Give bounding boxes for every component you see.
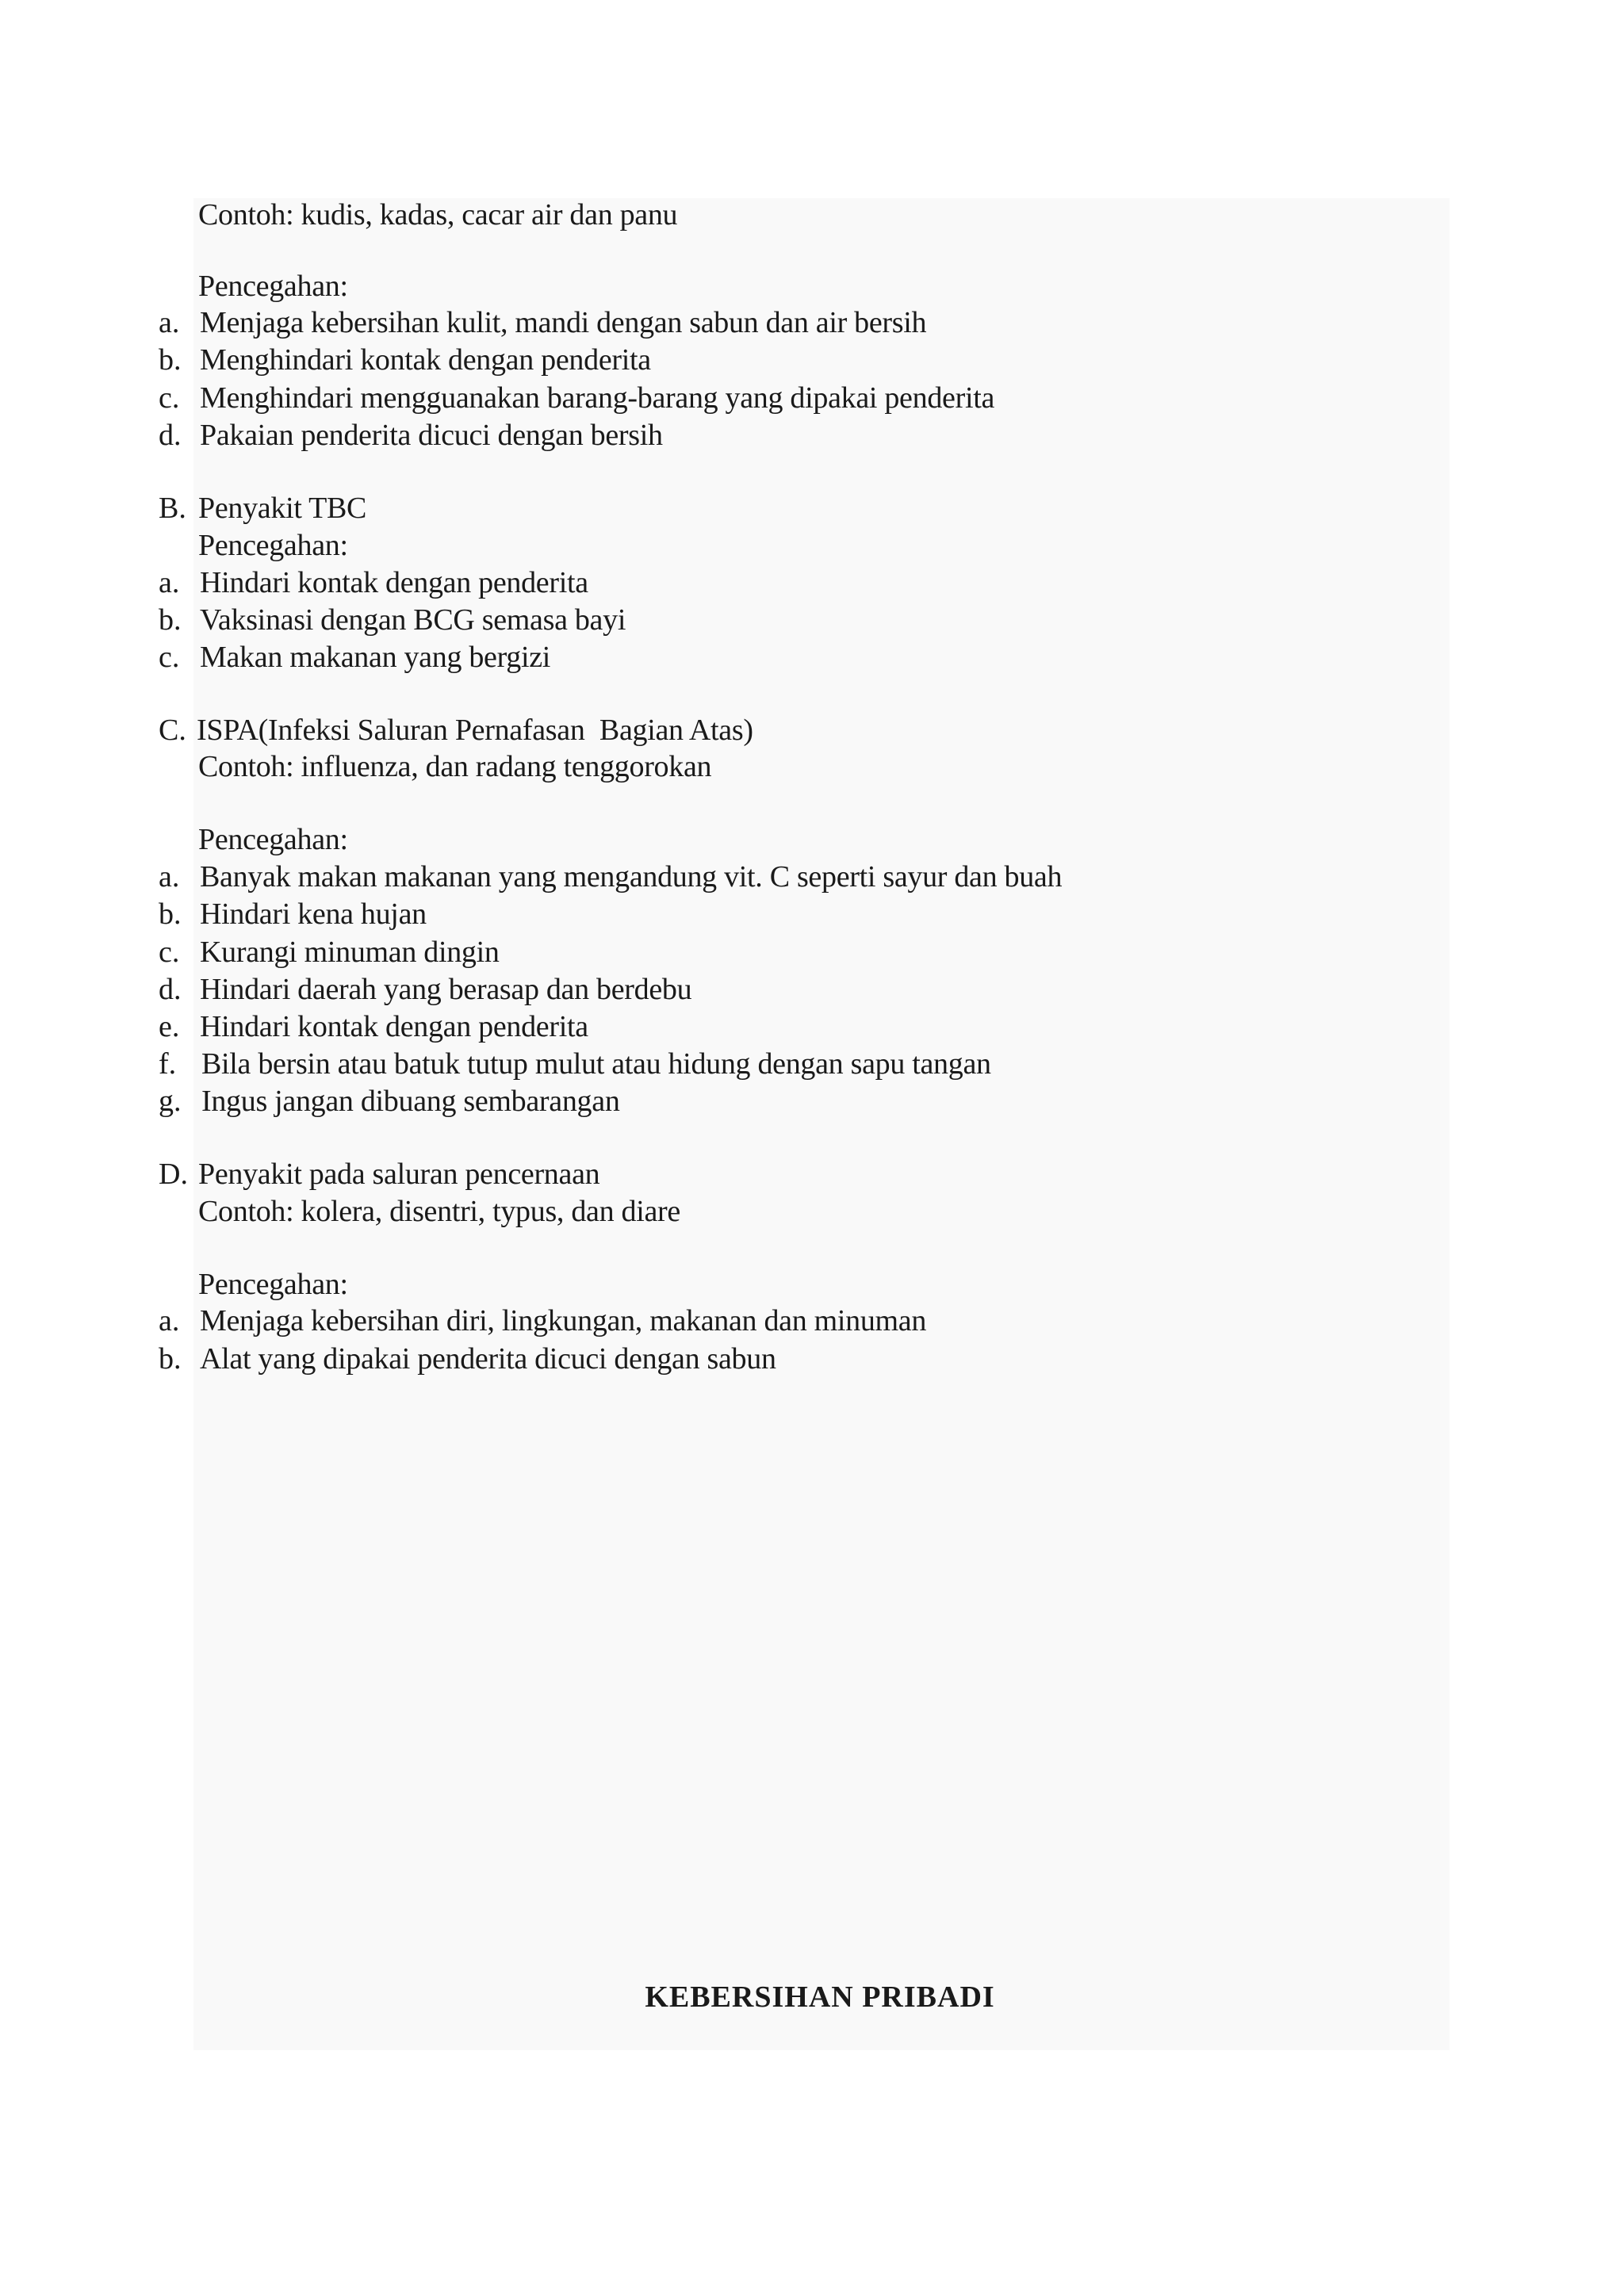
intro-item-text: Pakaian penderita dicuci dengan bersih <box>200 419 663 452</box>
section-b-title: Penyakit TBC <box>198 492 367 525</box>
section-b-item-marker: c. <box>159 641 180 674</box>
section-c-item-marker: g. <box>159 1085 182 1118</box>
intro-item-marker: a. <box>159 306 180 339</box>
section-d-item-text: Menjaga kebersihan diri, lingkungan, makanan dan minuman <box>200 1304 927 1337</box>
section-d-item-marker: a. <box>159 1304 180 1337</box>
section-d-title: Penyakit pada saluran pencernaan <box>198 1158 600 1191</box>
section-b-item-text: Vaksinasi dengan BCG semasa bayi <box>200 603 626 637</box>
section-c-item-text: Bila bersin atau batuk tutup mulut atau hidung dengan sapu tangan <box>201 1047 991 1081</box>
intro-prevention-heading: Pencegahan: <box>198 270 348 303</box>
section-c-item-text: Kurangi minuman dingin <box>200 936 500 969</box>
section-c-item-text: Ingus jangan dibuang sembarangan <box>201 1085 620 1118</box>
section-b-item-marker: a. <box>159 566 180 599</box>
intro-item-text: Menghindari mengguanakan barang-barang yang dipakai penderita <box>200 381 995 415</box>
intro-item-marker: b. <box>159 343 182 377</box>
section-d-marker: D. <box>159 1158 188 1191</box>
section-c-item-text: Hindari daerah yang berasap dan berdebu <box>200 973 692 1006</box>
intro-example: Contoh: kudis, kadas, cacar air dan panu <box>198 198 678 232</box>
section-d-example: Contoh: kolera, disentri, typus, dan diare <box>198 1195 680 1228</box>
section-b-marker: B. <box>159 492 186 525</box>
section-c-item-marker: e. <box>159 1010 180 1043</box>
section-c-prevention-heading: Pencegahan: <box>198 823 348 856</box>
section-c-item-marker: f. <box>159 1047 177 1081</box>
intro-item-marker: c. <box>159 381 180 415</box>
intro-item-text: Menghindari kontak dengan penderita <box>200 343 651 377</box>
page-panel <box>193 198 1450 2050</box>
section-c-item-marker: b. <box>159 897 182 931</box>
section-c-item-text: Hindari kena hujan <box>200 897 427 931</box>
section-d-item-marker: b. <box>159 1342 182 1376</box>
section-b-item-marker: b. <box>159 603 182 637</box>
section-c-title: ISPA(Infeksi Saluran Pernafasan Bagian Atas) <box>197 714 753 747</box>
section-c-item-text: Hindari kontak dengan penderita <box>200 1010 588 1043</box>
section-b-prevention-heading: Pencegahan: <box>198 529 348 562</box>
section-d-item-text: Alat yang dipakai penderita dicuci dengan sabun <box>200 1342 776 1376</box>
section-c-item-marker: c. <box>159 936 180 969</box>
section-d-prevention-heading: Pencegahan: <box>198 1268 348 1301</box>
section-c-example: Contoh: influenza, dan radang tenggorokan <box>198 750 712 783</box>
section-c-marker: C. <box>159 714 186 747</box>
section-c-item-marker: d. <box>159 973 182 1006</box>
intro-item-text: Menjaga kebersihan kulit, mandi dengan sabun dan air bersih <box>200 306 927 339</box>
intro-item-marker: d. <box>159 419 182 452</box>
section-c-item-marker: a. <box>159 860 180 894</box>
section-b-item-text: Hindari kontak dengan penderita <box>200 566 588 599</box>
section-c-item-text: Banyak makan makanan yang mengandung vit. C seperti sayur dan buah <box>200 860 1063 894</box>
section-b-item-text: Makan makanan yang bergizi <box>200 641 551 674</box>
footer-heading: KEBERSIHAN PRIBADI <box>645 1980 995 2014</box>
